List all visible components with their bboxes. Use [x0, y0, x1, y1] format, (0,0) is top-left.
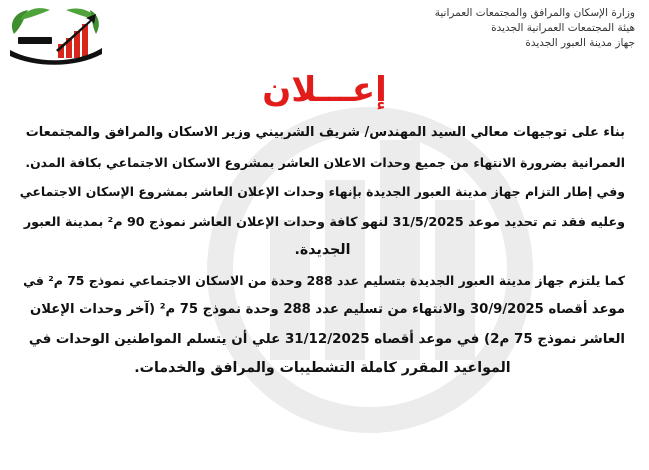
body-line: الجديدة. [294, 242, 351, 258]
body-line: كما يلتزم جهاز مدينة العبور الجديدة بتسليم عدد 288 وحدة من الاسكان الاجتماعي نموذج 75 م² في [23, 272, 625, 288]
body-line: العمرانية بضرورة الانتهاء من جميع وحدات الاعلان العاشر بمشروع الاسكان الاجتماعي بكافة المدن. [25, 154, 625, 170]
header-city-agency: جهاز مدينة العبور الجديدة [525, 37, 635, 49]
announcement-title: إعـــلان [262, 70, 387, 110]
body-line: وفي إطار التزام جهاز مدينة العبور الجديدة بإنهاء وحدات الإعلان العاشر بمشروع الإسكان الاجتماعي [19, 184, 625, 199]
header-authority: هيئة المجتمعات العمرانية الجديدة [491, 22, 635, 34]
header-ministry: وزارة الإسكان والمرافق والمجتمعات العمرانية [434, 7, 635, 19]
new-obour-city-logo [6, 4, 104, 66]
body-line: العاشر نموذج 75 م2) في موعد أقصاه 31/12/2025 علي أن يتسلم المواطنين الوحدات في [28, 331, 625, 347]
body-line: المواعيد المقرر كاملة التشطيبات والمرافق والخدمات. [134, 360, 511, 376]
ministry-header [375, 6, 635, 51]
announcement-body [20, 118, 625, 384]
body-line: وعليه فقد تم تحديد موعد 31/5/2025 لنهو كافة وحدات الإعلان العاشر نموذج 90 م² بمدينة العبور [23, 213, 625, 229]
body-line: موعد أقصاه 30/9/2025 والانتهاء من تسليم عدد 288 وحدة نموذج 75 م² (آخر وحدات الإعلان [29, 302, 625, 317]
body-line: بناء على توجيهات معالي السيد المهندس/ شريف الشربيني وزير الاسكان والمرافق والمجتمعات [25, 125, 625, 140]
